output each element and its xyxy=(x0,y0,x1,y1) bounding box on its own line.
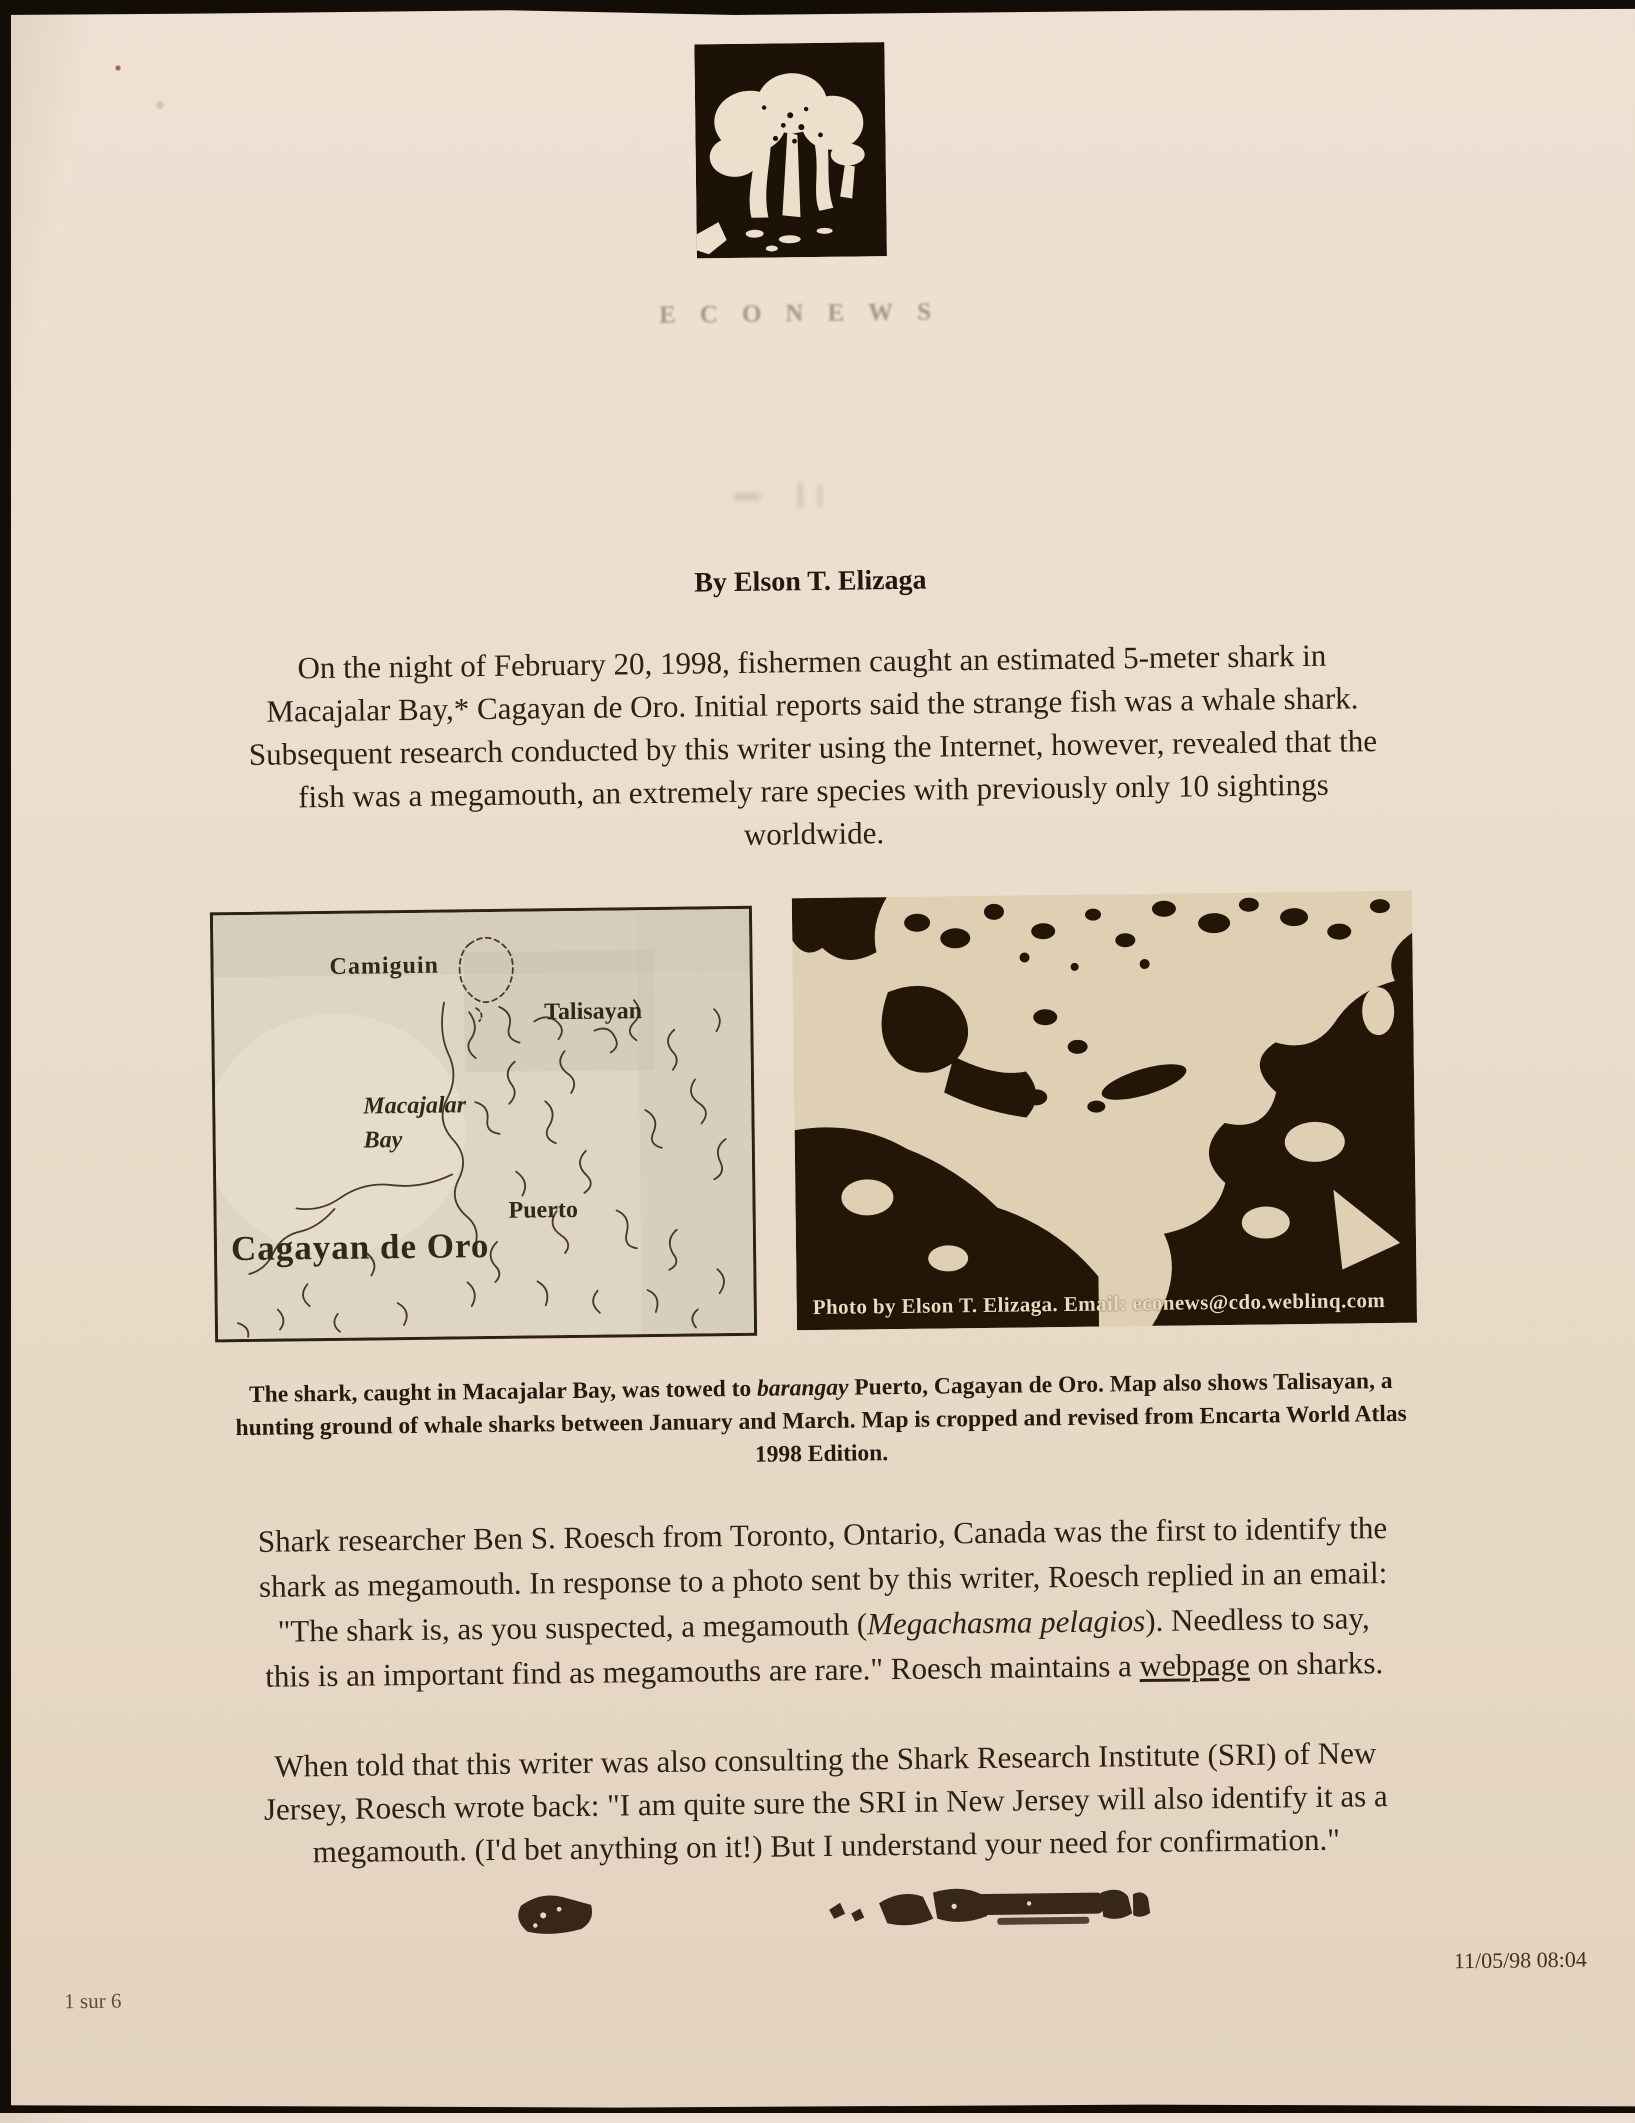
caption-l3: 1998 Edition. xyxy=(754,1440,889,1468)
caption-l1c: Puerto, Cagayan de Oro. Map also shows Talisayan, a xyxy=(848,1367,1393,1401)
map-label-macajalar-bay xyxy=(363,1088,466,1157)
econews-logo xyxy=(694,42,887,258)
byline: By Elson T. Elizaga xyxy=(694,564,927,599)
redaction-smudges xyxy=(499,1876,1160,1954)
masthead-ghost-text: ECONEWS xyxy=(659,298,956,329)
p1-line3: Subsequent research conducted by this writer using the Internet, however, revealed that the xyxy=(248,723,1378,772)
map-artwork xyxy=(213,909,754,1340)
p1-line2: Macajalar Bay,* Cagayan de Oro. Initial reports said the strange fish was a whale shark. xyxy=(266,680,1359,729)
paragraph-2 xyxy=(122,1503,1524,1700)
figure-caption xyxy=(121,1363,1522,1479)
print-timestamp: 11/05/98 08:04 xyxy=(1453,1946,1587,1974)
mushroom-cluster-icon xyxy=(694,42,887,258)
map-label-cagayan-de-oro: Cagayan de Oro xyxy=(230,1226,490,1269)
p2-line1: Shark researcher Ben S. Roesch from Toronto, Ontario, Canada was the first to identify the xyxy=(257,1510,1388,1559)
page-indicator: 1 sur 6 xyxy=(64,1988,122,2014)
p2-line2: shark as megamouth. In response to a photo sent by this writer, Roesch replied in an email: xyxy=(258,1555,1388,1604)
map-label-talisayan: Talisayan xyxy=(543,998,643,1026)
webpage-link-text: webpage xyxy=(1139,1646,1250,1684)
p1-line5: worldwide. xyxy=(743,815,885,852)
caption-l2: hunting ground of whale sharks between January and March. Map is cropped and revised from Encarta World Atlas xyxy=(235,1400,1407,1442)
p2-line4c: on sharks. xyxy=(1249,1645,1384,1682)
p3-line2: Jersey, Roesch wrote back: "I am quite sure the SRI in New Jersey will also identify it as a xyxy=(263,1778,1388,1827)
ink-smudge-marks xyxy=(499,1876,1160,1954)
paragraph-3 xyxy=(125,1729,1526,1875)
shark-photo xyxy=(792,891,1417,1331)
p2-species-italic: Megachasma pelagios xyxy=(866,1603,1146,1642)
map-label-camiguin: Camiguin xyxy=(329,952,440,980)
p2-line3c: ). Needless to say, xyxy=(1144,1600,1370,1639)
bay-line2: Bay xyxy=(363,1127,403,1154)
caption-l1a: The shark, caught in Macajalar Bay, was towed to xyxy=(248,1375,758,1408)
p1-line4: fish was a megamouth, an extremely rare species with previously only 10 sightings xyxy=(298,766,1329,815)
map-label-puerto: Puerto xyxy=(508,1196,579,1224)
p1-line1: On the night of February 20, 1998, fishermen caught an estimated 5-meter shark in xyxy=(297,637,1327,686)
p3-line3: megamouth. (I'd bet anything on it!) But I understand your need for confirmation." xyxy=(312,1821,1341,1870)
bay-line1: Macajalar xyxy=(363,1092,467,1120)
p2-line4a: this is an important find as megamouths are rare." Roesch maintains a xyxy=(264,1648,1140,1694)
map-image xyxy=(210,906,757,1343)
paragraph-1 xyxy=(112,631,1515,863)
shark-photo-artwork xyxy=(792,891,1417,1331)
photo-credit: Photo by Elson T. Elizaga. Email: econews@cdo.weblinq.com xyxy=(812,1288,1386,1320)
caption-barangay-italic: barangay xyxy=(756,1374,849,1402)
p2-line3a: "The shark is, as you suspected, a megamouth ( xyxy=(277,1606,868,1649)
p3-line1: When told that this writer was also consulting the Shark Research Institute (SRI) of New xyxy=(274,1735,1377,1784)
